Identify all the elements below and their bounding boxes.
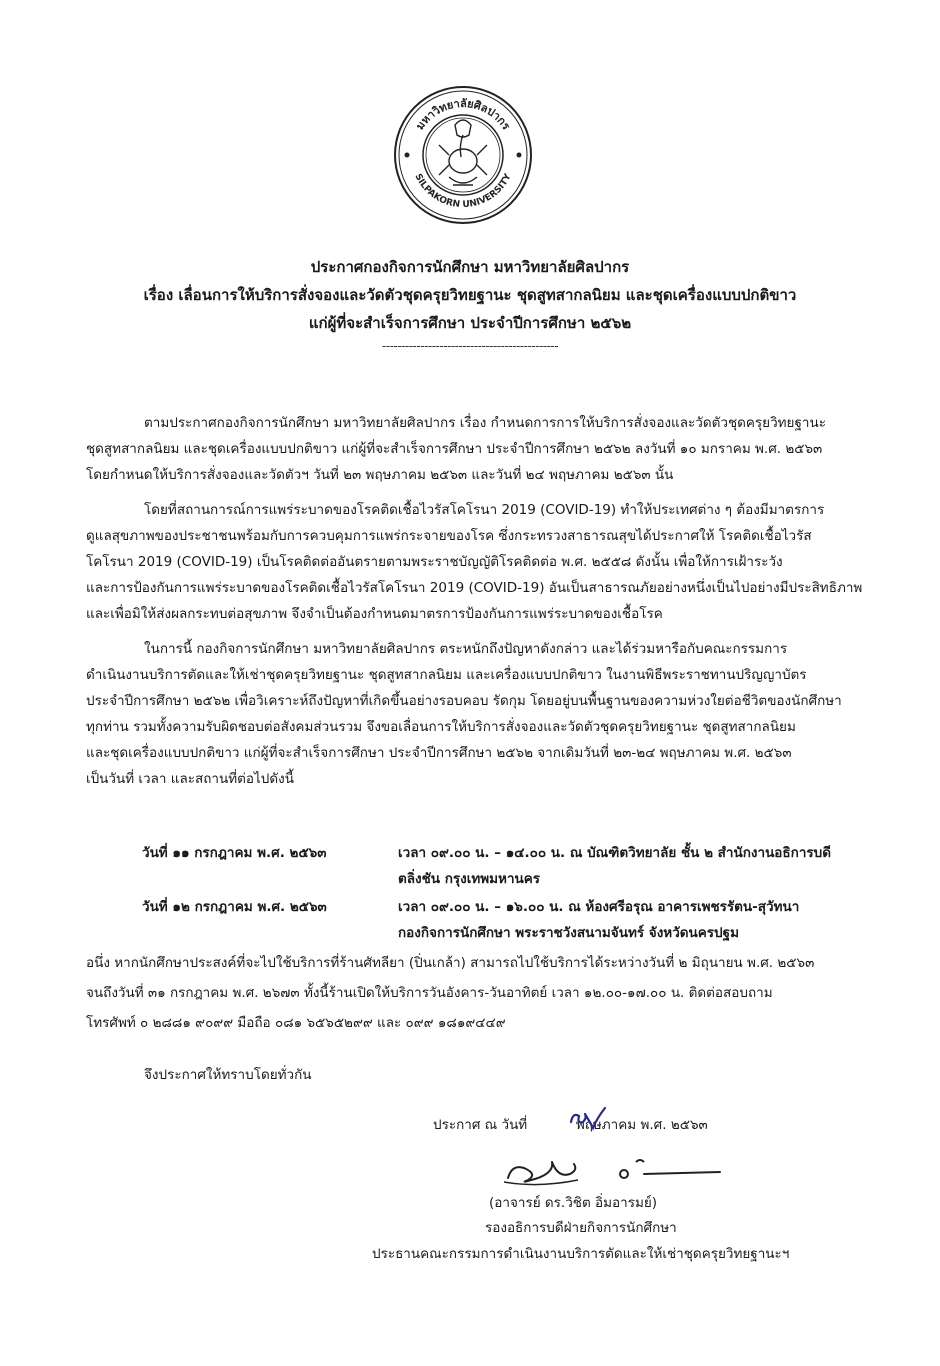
schedule-date-2: วันที่ ๑๒ กรกฎาคม พ.ศ. ๒๕๖๓: [142, 899, 327, 915]
signer-committee-role: ประธานคณะกรรมการดำเนินงานบริการตัดและให้เช่าชุดครุยวิทยฐานะฯ: [372, 1246, 790, 1262]
p2-line: ดูแลสุขภาพของประชาชนพร้อมกับการควบคุมการแพร่กระจายของโรค ซึ่งกระทรวงสาธารณสุขได้ประกาศให้ โรคติดเชื้อไวรัส: [86, 528, 812, 544]
seal-text-top: มหาวิทยาลัยศิลปากร: [413, 96, 513, 133]
p3-line: ดำเนินงานบริการตัดและให้เช่าชุดครุยวิทยฐานะ ชุดสูทสากลนิยม และเครื่องแบบปกติขาว ในงานพิธีพระราชทานปริญญาบัตร: [86, 667, 807, 683]
p3-line: ในการนี้ กองกิจการนักศึกษา มหาวิทยาลัยศิลปากร ตระหนักถึงปัญหาดังกล่าว และได้ร่วมหารือกับคณะกรรมการ: [144, 641, 788, 657]
schedule-location-2: กองกิจการนักศึกษา พระราชวังสนามจันทร์ จังหวัดนครปฐม: [398, 925, 739, 941]
note-line: จนถึงวันที่ ๓๑ กรกฎาคม พ.ศ. ๒๖๗๓ ทั้งนี้ร้านเปิดให้บริการวันอังคาร-วันอาทิตย์ เวลา ๑๒.๐๐-๑๗.๐๐ น. ติดต่อสอบถาม: [86, 985, 773, 1001]
announcement-header: [0, 253, 940, 355]
signature-mark: [498, 1148, 728, 1193]
p2-line: และเพื่อมิให้ส่งผลกระทบต่อสุขภาพ จึงจำเป็นต้องกำหนดมาตรการป้องกันการแพร่ระบาดของเชื้อโรค: [86, 606, 663, 622]
p3-line: เป็นวันที่ เวลา และสถานที่ต่อไปดังนี้: [86, 771, 294, 787]
p2-line: โดยที่สถานการณ์การแพร่ระบาดของโรคติดเชื้อไวรัสโคโรนา 2019 (COVID-19) ทำให้ประเทศต่าง ๆ ต้องมีมาตรการ: [144, 502, 825, 518]
p1-line: ตามประกาศกองกิจการนักศึกษา มหาวิทยาลัยศิลปากร เรื่อง กำหนดการการให้บริการสั่งจองและวัดตัวชุดครุยวิทยฐานะ: [144, 415, 826, 431]
date-day: [532, 1113, 572, 1135]
header-audience: แก่ผู้ที่จะสำเร็จการศึกษา ประจำปีการศึกษา ๒๕๖๒: [308, 314, 632, 332]
header-separator: ----------------------------------------------: [381, 339, 559, 353]
announcement-body: [86, 410, 882, 792]
p1-line: โดยกำหนดให้บริการสั่งจองและวัดตัวฯ วันที่ ๒๓ พฤษภาคม ๒๕๖๓ และวันที่ ๒๔ พฤษภาคม ๒๕๖๓ นั้น: [86, 467, 674, 483]
note-line: อนึ่ง หากนักศึกษาประสงค์ที่จะไปใช้บริการที่ร้านศัทลียา (ปิ่นเกล้า) สามารถไปใช้บริการได้ระหว่างวันที่ ๒ มิถุนายน พ.ศ. ๒๕๖๓: [86, 955, 815, 971]
schedule-detail-1: เวลา ๐๙.๐๐ น. – ๑๔.๐๐ น. ณ บัณฑิตวิทยาลัย ชั้น ๒ สำนักงานอธิการบดี: [398, 845, 831, 861]
schedule-detail-2: เวลา ๐๙.๐๐ น. – ๑๖.๐๐ น. ณ ห้องศรีอรุณ อาคารเพชรรัตน-สุวัทนา: [398, 899, 800, 915]
seal-text-bottom: SILPAKORN UNIVERSITY: [412, 172, 514, 211]
p1-line: ชุดสูทสากลนิยม และชุดเครื่องแบบปกติขาว แก่ผู้ที่จะสำเร็จการศึกษา ประจำปีการศึกษา ๒๕๖๒ ลงวันที่ ๑๐ มกราคม พ.ศ. ๒๕๖๓: [86, 441, 823, 457]
signer-position: รองอธิการบดีฝ่ายกิจการนักศึกษา: [485, 1220, 677, 1236]
p3-line: และชุดเครื่องแบบปกติขาว แก่ผู้ที่จะสำเร็จการศึกษา ประจำปีการศึกษา ๒๕๖๒ จากเดิมวันที่ ๒๓-๒๔ พฤษภาคม พ.ศ. ๒๕๖๓: [86, 745, 792, 761]
handwritten-day-mark: [567, 1104, 607, 1136]
p2-line: โคโรนา 2019 (COVID-19) เป็นโรคติดต่ออันตรายตามพระราชบัญญัติโรคติดต่อ พ.ศ. ๒๕๕๘ ดังนั้น เพื่อให้การเฝ้าระวัง: [86, 554, 783, 570]
closing-statement: จึงประกาศให้ทราบโดยทั่วกัน: [144, 1067, 312, 1083]
date-prefix: ประกาศ ณ วันที่: [433, 1117, 528, 1133]
p3-line: ประจำปีการศึกษา ๒๕๖๒ เพื่อวิเคราะห์ถึงปัญหาที่เกิดขึ้นอย่างรอบคอบ รัดกุม โดยอยู่บนพื้นฐานของความห่วงใยต่อชีวิตของนักศึกษา: [86, 693, 842, 709]
p3-line: ทุกท่าน รวมทั้งความรับผิดชอบต่อสังคมส่วนรวม จึงขอเลื่อนการให้บริการสั่งจองและวัดตัวชุดครุยวิทยฐานะ ชุดสูทสากลนิยม: [86, 719, 796, 735]
header-subject: เรื่อง เลื่อนการให้บริการสั่งจองและวัดตัวชุดครุยวิทยฐานะ ชุดสูทสากลนิยม และชุดเครื่องแบบปกติขาว: [143, 286, 797, 304]
header-issuer: ประกาศกองกิจการนักศึกษา มหาวิทยาลัยศิลปากร: [310, 258, 630, 276]
schedule-date-1: วันที่ ๑๑ กรกฎาคม พ.ศ. ๒๕๖๓: [142, 845, 327, 861]
signer-name: (อาจารย์ ดร.วิชิต อิ่มอารมย์): [489, 1195, 658, 1211]
university-seal-icon: [393, 85, 533, 225]
schedule-location-1: ตลิ่งชัน กรุงเทพมหานคร: [398, 871, 541, 887]
p2-line: และการป้องกันการแพร่ระบาดของโรคติดเชื้อไวรัสโคโรนา 2019 (COVID-19) อันเป็นสาธารณภัยอย่างหนึ่งเป็นไปอย่างมีประสิทธิภาพ: [86, 580, 863, 596]
note-line: โทรศัพท์ ๐ ๒๘๘๑ ๙๐๙๙ มือถือ ๐๘๑ ๖๕๖๕๒๙๙ และ ๐๙๙ ๑๘๑๙๔๔๙: [86, 1015, 506, 1031]
svg-text:SILPAKORN UNIVERSITY: [412, 172, 513, 210]
date-suffix: พฤษภาคม พ.ศ. ๒๕๖๓: [575, 1117, 708, 1133]
